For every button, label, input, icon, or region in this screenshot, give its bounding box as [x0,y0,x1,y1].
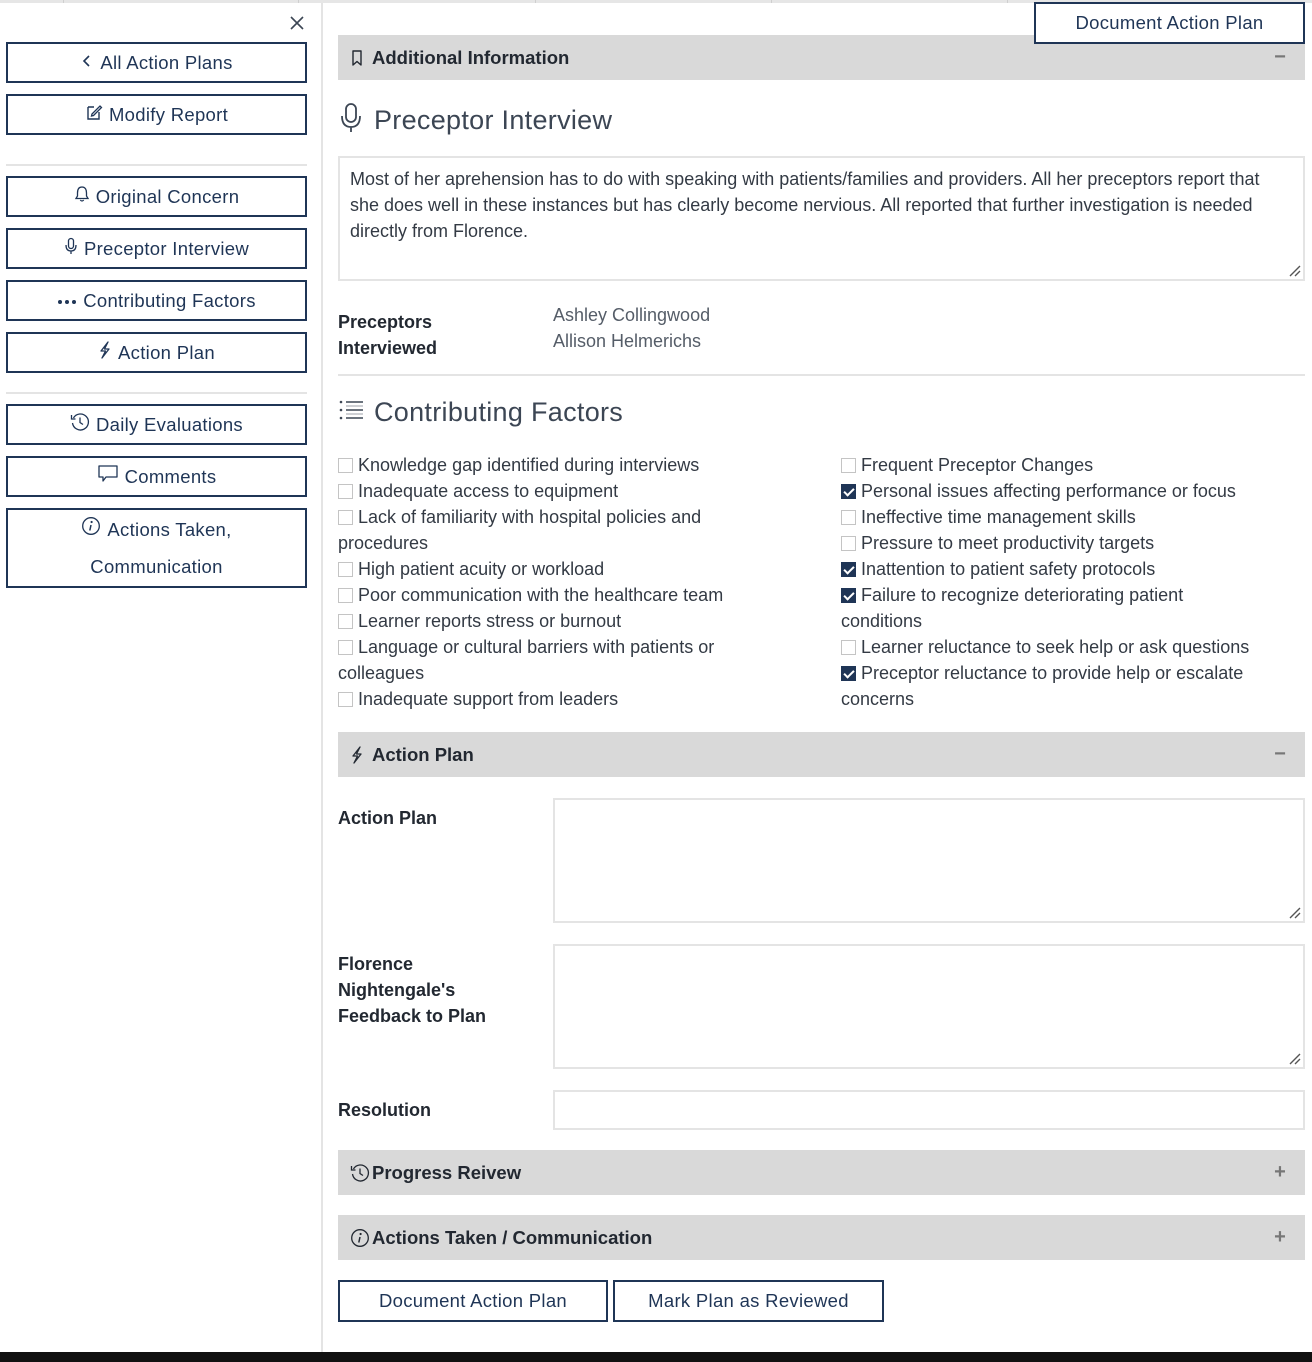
preceptor-name: Allison Helmerichs [553,331,702,351]
checkbox[interactable] [338,510,353,525]
resolution-input[interactable] [553,1090,1305,1130]
factor-item[interactable]: Learner reports stress or burnout [338,608,621,634]
expand-icon[interactable]: + [1274,1160,1286,1183]
checkbox[interactable] [841,640,856,655]
daily-evaluations-button[interactable] [6,404,307,445]
resolution-label: Resolution [338,1100,431,1120]
factor-item[interactable]: Poor communication with the healthcare team [338,582,723,608]
checkbox[interactable] [338,614,353,629]
checkbox-checked[interactable] [841,666,856,681]
section-divider [338,374,1305,376]
factor-item[interactable]: Ineffective time management skills [841,504,1136,530]
resize-handle-icon[interactable] [1287,263,1301,277]
document-action-plan-button[interactable]: Document Action Plan [338,1280,608,1322]
factor-item[interactable]: Failure to recognize deteriorating patient conditions [841,585,1184,631]
comment-icon [97,464,119,489]
microphone-icon [338,101,364,140]
original-concern-label: Original Concern [95,185,240,207]
ellipsis-icon [57,290,77,312]
preceptor-interview-button[interactable] [6,228,307,269]
history-icon [350,1163,372,1183]
progress-review-title: Progress Reivew [372,1161,522,1183]
factor-item[interactable]: Inadequate support from leaders [338,686,618,712]
info-icon [81,511,101,548]
checkbox[interactable] [841,458,856,473]
feedback-to-plan-textarea[interactable] [553,944,1305,1069]
sidebar-divider [6,164,307,166]
preceptor-interview-heading [338,101,612,140]
factor-item[interactable]: Pressure to meet productivity targets [841,530,1154,556]
collapse-icon[interactable]: − [1274,742,1286,765]
action-plan-textarea[interactable] [553,798,1305,923]
history-icon [70,412,90,437]
sidebar [0,3,323,1352]
factor-item[interactable]: High patient acuity or workload [338,556,604,582]
checkbox[interactable] [338,458,353,473]
action-plan-header[interactable] [338,732,1305,777]
action-plan-title: Action Plan [372,743,474,765]
daily-evaluations-label: Daily Evaluations [95,413,243,435]
expand-icon[interactable]: + [1274,1225,1286,1248]
factor-item[interactable]: Preceptor reluctance to provide help or escalate concerns [841,663,1244,709]
actions-taken-title: Actions Taken / Communication [372,1226,653,1248]
actions-taken-communication-button[interactable] [6,508,307,588]
lightning-icon [350,746,372,764]
contributing-factors-title: Contributing Factors [374,397,624,427]
factor-item[interactable]: Lack of familiarity with hospital policies and procedures [338,507,702,553]
preceptor-interview-label: Preceptor Interview [83,237,250,259]
resize-handle-icon[interactable] [1287,905,1301,919]
chevron-left-icon [80,52,94,74]
factor-item[interactable]: Knowledge gap identified during interviews [338,452,699,478]
checkbox[interactable] [338,692,353,707]
factor-item[interactable]: Learner reluctance to seek help or ask questions [841,634,1249,660]
factor-item[interactable]: Personal issues affecting performance or focus [841,478,1236,504]
additional-information-title: Additional Information [372,46,570,68]
preceptor-interview-notes[interactable] [338,156,1305,281]
lightning-icon [98,341,112,364]
document-action-plan-top-button[interactable]: Document Action Plan [1034,2,1305,44]
feedback-to-plan-label: Florence Nightengale's Feedback to Plan [338,954,487,1026]
contributing-factors-heading [338,397,623,428]
bell-icon [74,185,90,208]
bookmark-icon [350,49,372,67]
comments-button[interactable] [6,456,307,497]
preceptor-interview-notes-text: Most of her aprehension has to do with speaking with patients/families and providers. All her preceptors report that she does well in these instances but has clearly become nervious. All reported that further investigation is needed directly from Florence. [350,169,1260,241]
mark-plan-reviewed-button[interactable]: Mark Plan as Reviewed [613,1280,884,1322]
actions-taken-label: Actions Taken, [107,519,232,540]
original-concern-button[interactable] [6,176,307,217]
preceptor-name: Ashley Collingwood [553,305,711,325]
checkbox[interactable] [338,588,353,603]
factor-item[interactable]: Inadequate access to equipment [338,478,618,504]
contributing-factors-label: Contributing Factors [83,289,256,311]
modify-report-label: Modify Report [108,103,229,125]
modify-report-button[interactable] [6,94,307,135]
factor-item[interactable]: Inattention to patient safety protocols [841,556,1155,582]
action-plan-field-label: Action Plan [338,808,438,828]
actions-taken-header[interactable] [338,1215,1305,1260]
checkbox[interactable] [338,562,353,577]
communication-label: Communication [90,556,223,577]
contributing-factors-button[interactable] [6,280,307,321]
microphone-icon [64,237,78,260]
preceptor-interview-title: Preceptor Interview [374,105,613,135]
factor-item[interactable]: Frequent Preceptor Changes [841,452,1093,478]
checkbox[interactable] [338,484,353,499]
all-action-plans-label: All Action Plans [100,51,233,73]
sidebar-divider [6,392,307,394]
progress-review-header[interactable] [338,1150,1305,1195]
bottom-bar [0,1352,1312,1362]
checkbox-checked[interactable] [841,588,856,603]
action-plan-button[interactable] [6,332,307,373]
edit-icon [85,103,103,126]
close-icon[interactable] [287,13,307,33]
collapse-icon[interactable]: − [1274,45,1286,68]
checkbox[interactable] [841,536,856,551]
checkbox[interactable] [841,510,856,525]
info-icon [350,1228,372,1248]
checkbox[interactable] [338,640,353,655]
resize-handle-icon[interactable] [1287,1051,1301,1065]
preceptors-interviewed-label: Preceptors Interviewed [338,312,438,358]
list-icon [338,397,364,428]
checkbox-checked[interactable] [841,562,856,577]
preceptors-list [553,302,710,354]
checkbox-checked[interactable] [841,484,856,499]
all-action-plans-button[interactable] [6,42,307,83]
comments-label: Comments [124,465,217,487]
factor-item[interactable]: Language or cultural barriers with patients or colleagues [338,637,715,683]
action-plan-label: Action Plan [118,341,215,363]
